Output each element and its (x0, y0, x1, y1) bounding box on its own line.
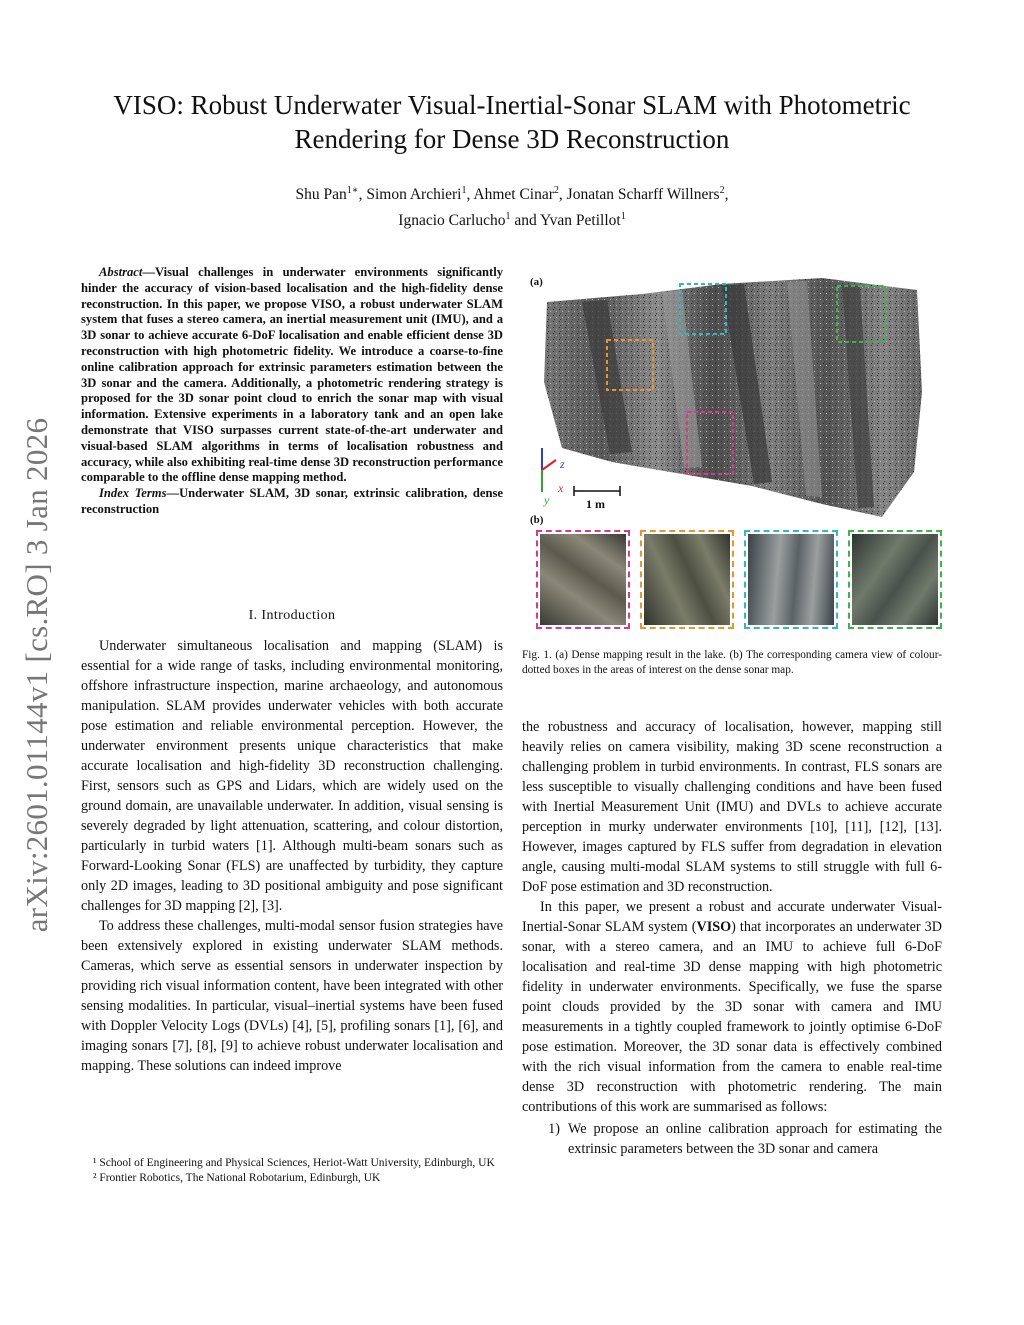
green-camera-view (848, 530, 942, 629)
arxiv-id-text: arXiv:2601.01144v1 [cs.RO] 3 Jan 2026 (19, 417, 54, 933)
author-list (100, 180, 924, 232)
footnote: ² Frontier Robotics, The National Robotarium, Edinburgh, UK (93, 1172, 381, 1184)
x-axis-label: x (558, 481, 564, 495)
z-axis-label: z (560, 457, 565, 471)
affiliation-mark: 2 (719, 185, 725, 196)
author-name: , Ahmet Cinar (466, 186, 554, 204)
affiliation-mark: 1 (620, 211, 626, 223)
orange-camera-view (640, 530, 734, 629)
contribution-list-item (522, 1119, 942, 1159)
footnotes (81, 1156, 503, 1186)
panel-label-a: (a) (530, 276, 543, 288)
scale-label: 1 m (586, 497, 605, 511)
paper-title (60, 88, 964, 156)
figure-caption: Fig. 1. (a) Dense mapping result in the lake. (b) The corresponding camera view of colour-dotted boxes in the areas of interest on the dense sonar map. (522, 649, 942, 676)
system-name: VISO (696, 919, 732, 935)
author-line-1 (100, 180, 924, 206)
paragraph-text: ) that incorporates an underwater 3D sonar, with a stereo camera, and an IMU to achieve full 6-DoF localisation and real-time 3D dense mapping with high photometric fidelity in underwater environments. Specifically, we fuse the sparse point clouds provided by the 3D sonar with camera and IMU measurements in a tightly coupled framework to jointly optimise 6-DoF pose estimation. Moreover, the 3D sonar data is effectively combined with the rich visual information from the camera to enable real-time dense 3D reconstruction with photometric rendering. The main contributions of this work are summarised as follows: (522, 919, 942, 1115)
camera-view-image (748, 534, 834, 625)
paragraph: Underwater simultaneous localisation and mapping (SLAM) is essential for a wide range of tasks, including environmental monitoring, offshore infrastructure inspection, marine archaeology, and autonomous manipulation. SLAM provides underwater vehicles with both accurate pose estimation and reliable environmental perception. However, the underwater environment presents unique characteristics that make accurate localisation and high-fidelity 3D reconstruction challenging. First, sensors such as GPS and Lidars, which are widely used on the ground domain, are unavailable underwater. In addition, visual sensing is severely degraded by light attenuation, scattering, and colour distortion, particularly in turbid waters [1]. Although multi-beam sonars such as Forward-Looking Sonar (FLS) are unaffected by turbidity, they capture only 2D images, leading to 3D positional ambiguity and pose significant challenges for 3D mapping [2], [3]. (81, 638, 503, 914)
paragraph: the robustness and accuracy of localisation, however, mapping still heavily relies on camera visibility, making 3D scene reconstruction a challenging problem in turbid environments. In contrast, FLS sonars are less susceptible to visually challenging conditions and have been fused with Inertial Measurement Unit (IMU) and DVLs to achieve accurate perception in murky underwater environments [10], [11], [12], [13]. However, images captured by FLS suffer from degradation in elevation angle, causing multi-modal SLAM systems to still struggle with full 6-DoF pose estimation and 3D reconstruction. (522, 719, 942, 895)
arxiv-identifier (12, 380, 62, 970)
paragraph: To address these challenges, multi-modal sensor fusion strategies have been extensively explored in existing underwater SLAM methods. Cameras, which serve as essential sensors in underwater inspection by providing rich visual information content, have been integrated with other sensing modalities. In particular, visual–inertial systems have been fused with Doppler Velocity Logs (DVLs) [4], [5], profiling sonars [1], [6], and imaging sonars [7], [8], [9] to achieve robust underwater localisation and mapping. These solutions can indeed improve (81, 918, 503, 1074)
paragraph-text: In this paper, we present a robust and accurate underwater Visual-Inertial-Sonar SLAM system ( (522, 899, 942, 935)
author-name: , Simon Archieri (358, 186, 462, 204)
affiliation-mark: 1∗ (346, 185, 359, 196)
camera-view-image (644, 534, 730, 625)
author-separator: , (724, 186, 729, 204)
camera-views (536, 530, 936, 627)
title-line-2: Rendering for Dense 3D Reconstruction (294, 124, 730, 154)
y-axis-label: y (544, 493, 550, 507)
author-line-2 (100, 206, 924, 232)
figure-1 (522, 272, 942, 637)
footnote: ¹ School of Engineering and Physical Sciences, Heriot-Watt University, Edinburgh, UK (93, 1157, 495, 1169)
index-terms-text: —Underwater SLAM, 3D sonar, extrinsic calibration, dense reconstruction (81, 486, 503, 516)
title-line-1: VISO: Robust Underwater Visual-Inertial-Sonar SLAM with Photometric (113, 90, 911, 120)
panel-label-b: (b) (530, 514, 544, 526)
author-name: Ignacio Carlucho (398, 212, 506, 230)
list-text: We propose an online calibration approach for estimating the extrinsic parameters between the 3D sonar and camera (568, 1121, 942, 1157)
right-column-body (522, 717, 942, 1159)
affiliation-mark: 1 (461, 185, 467, 196)
author-name: Shu Pan (295, 186, 347, 204)
affiliation-mark: 1 (505, 211, 511, 223)
author-name: , Jonatan Scharff Willners (558, 186, 720, 204)
author-name: and Yvan Petillot (510, 212, 621, 230)
affiliation-mark: 2 (553, 185, 559, 196)
index-terms-label: Index Terms (99, 486, 167, 501)
x-axis-arrow (542, 460, 556, 470)
abstract-text: —Visual challenges in underwater environments significantly hinder the accuracy of vision-based localisation and the high-fidelity dense reconstruction. In this paper, we propose VISO, a robust underwater SLAM system that fuses a stereo camera, an inertial measurement unit (IMU), and a 3D sonar to achieve accurate 6-DoF localisation and enable efficient dense 3D reconstruction with high photometric fidelity. We introduce a coarse-to-fine online calibration approach for extrinsic parameters estimation between the 3D sonar and the camera. Additionally, a photometric rendering strategy is proposed for the 3D sonar point cloud to enrich the sonar map with visual information. Extensive experiments in a laboratory tank and an open lake demonstrate that VISO surpasses current state-of-the-art underwater and visual-based SLAM algorithms in terms of localisation robustness and accuracy, while also exhibiting real-time dense 3D reconstruction performance comparable to the offline dense mapping method. (81, 265, 503, 485)
list-number: 1) (548, 1121, 560, 1137)
abstract (81, 265, 503, 518)
paragraph (522, 897, 942, 1117)
abstract-label: Abstract (99, 265, 143, 279)
section-heading: I. Introduction (248, 608, 336, 623)
pink-camera-view (536, 530, 630, 629)
camera-view-image (540, 534, 626, 625)
cyan-camera-view (744, 530, 838, 629)
abstract-body (81, 265, 503, 486)
camera-view-image (852, 534, 938, 625)
index-terms (81, 486, 503, 518)
left-column-body (81, 636, 503, 1076)
